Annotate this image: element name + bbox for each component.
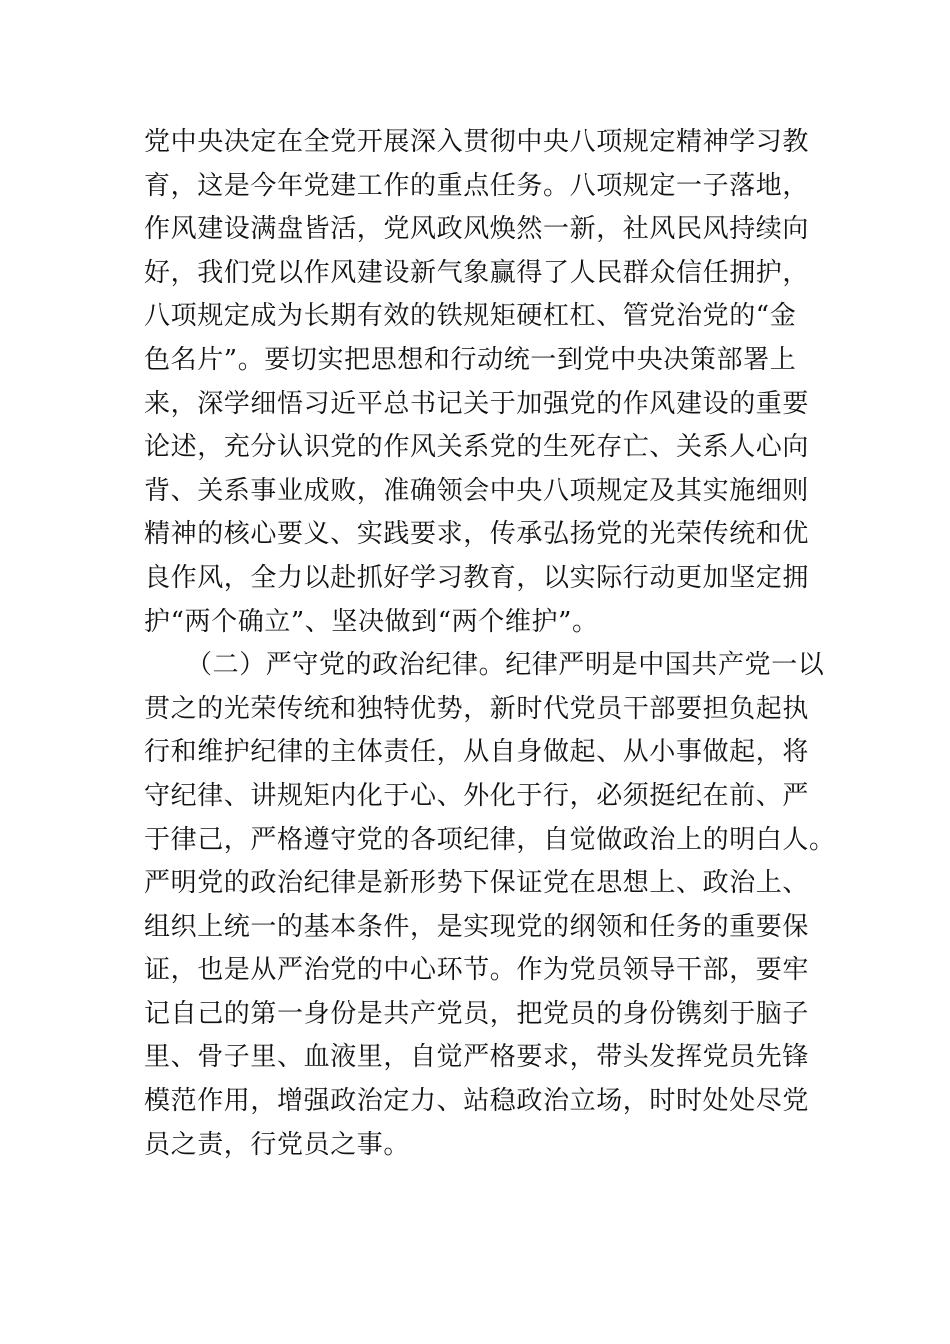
body-text bbox=[144, 121, 836, 1167]
text-line: 色名片”。要切实把思想和行动统一到党中央决策部署上 bbox=[144, 344, 797, 375]
text-line: 组织上统一的基本条件，是实现党的纲领和任务的重要保 bbox=[144, 911, 810, 942]
text-line: 精神的核心要义、实践要求，传承弘扬党的光荣传统和优 bbox=[144, 519, 810, 550]
text-line: 背、关系事业成败，准确领会中央八项规定及其实施细则 bbox=[144, 475, 810, 506]
text-line: 八项规定成为长期有效的铁规矩硬杠杠、管党治党的“金 bbox=[144, 301, 797, 332]
text-line: 作风建设满盘皆活，党风政风焕然一新，社风民风持续向 bbox=[144, 214, 810, 245]
text-line: 行和维护纪律的主体责任，从自身做起、从小事做起，将 bbox=[144, 737, 810, 768]
text-line: 守纪律、讲规矩内化于心、外化于行，必须挺纪在前、严 bbox=[144, 780, 810, 811]
text-line: 党中央决定在全党开展深入贯彻中央八项规定精神学习教 bbox=[144, 127, 810, 157]
text-line: 好，我们党以作风建设新气象赢得了人民群众信任拥护， bbox=[144, 257, 810, 288]
text-line: 记自己的第一身份是共产党员，把党员的身份镌刻于脑子 bbox=[144, 998, 810, 1029]
paragraph-2 bbox=[144, 644, 836, 1167]
text-line: 于律己，严格遵守党的各项纪律，自觉做政治上的明白人。 bbox=[144, 824, 836, 855]
text-line: 育，这是今年党建工作的重点任务。八项规定一子落地， bbox=[144, 170, 810, 201]
text-line: 贯之的光荣传统和独特优势，新时代党员干部要担负起执 bbox=[144, 693, 810, 724]
section-heading-line: （二）严守党的政治纪律。纪律严明是中国共产党一以 bbox=[186, 650, 825, 681]
text-line: 证，也是从严治党的中心环节。作为党员领导干部，要牢 bbox=[144, 955, 810, 986]
text-line: 严明党的政治纪律是新形势下保证党在思想上、政治上、 bbox=[144, 868, 810, 899]
text-line: 来，深学细悟习近平总书记关于加强党的作风建设的重要 bbox=[144, 388, 810, 419]
text-line: 护“两个确立”、坚决做到“两个维护”。 bbox=[144, 606, 599, 637]
text-line: 论述，充分认识党的作风关系党的生死存亡、关系人心向 bbox=[144, 432, 810, 463]
text-line: 模范作用，增强政治定力、站稳政治立场，时时处处尽党 bbox=[144, 1086, 810, 1117]
text-line: 良作风，全力以赴抓好学习教育，以实际行动更加坚定拥 bbox=[144, 562, 810, 593]
text-line: 员之责，行党员之事。 bbox=[144, 1129, 411, 1160]
text-line: 里、骨子里、血液里，自觉严格要求，带头发挥党员先锋 bbox=[144, 1042, 810, 1073]
paragraph-1 bbox=[144, 121, 824, 644]
